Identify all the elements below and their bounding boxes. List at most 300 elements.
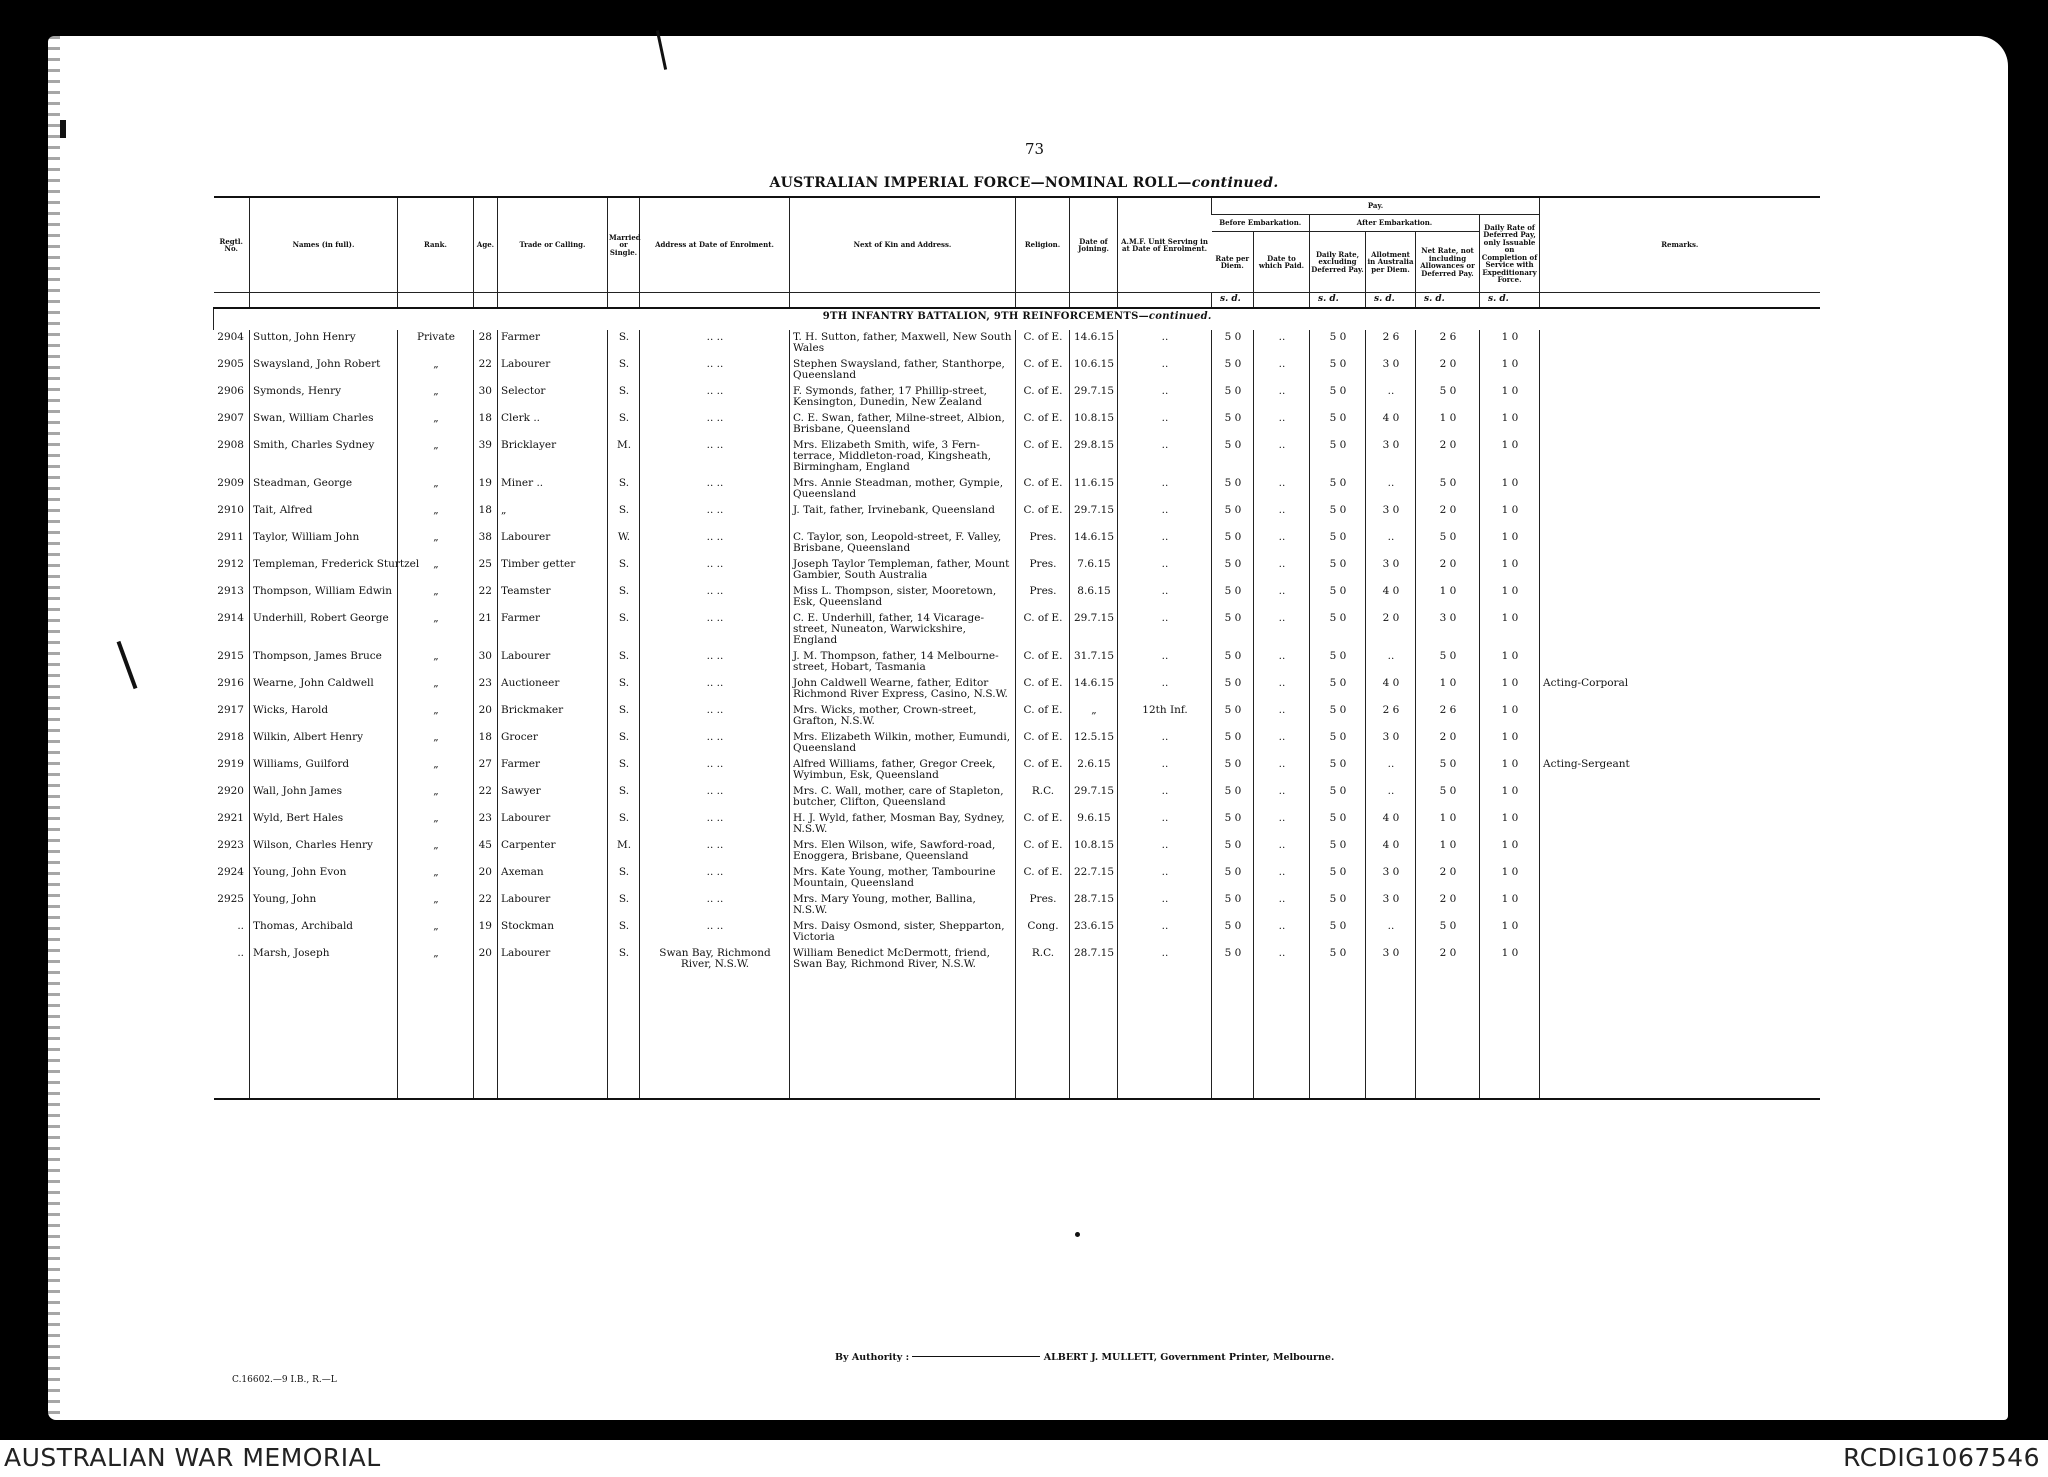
cell-trade: Clerk ..	[498, 411, 608, 438]
cell-net-rate: 5 0	[1416, 784, 1480, 811]
cell-rank: „	[398, 476, 474, 503]
cell-rate-per-diem: 5 0	[1212, 784, 1254, 811]
cell-deferred-pay: 1 0	[1480, 503, 1540, 530]
blank-cell	[1016, 973, 1070, 1099]
cell-address: .. ..	[640, 676, 790, 703]
cell-marital-status: M.	[608, 438, 640, 476]
cell-rank: „	[398, 357, 474, 384]
col-remarks: Remarks.	[1540, 197, 1820, 293]
cell-remarks	[1540, 865, 1820, 892]
cell-rate-per-diem: 5 0	[1212, 838, 1254, 865]
cell-net-rate: 2 0	[1416, 730, 1480, 757]
cell-deferred-pay: 1 0	[1480, 892, 1540, 919]
cell-deferred-pay: 1 0	[1480, 838, 1540, 865]
cell-regtl-no: 2923	[217, 839, 244, 851]
cell-age: 45	[474, 838, 498, 865]
cell-allotment: 4 0	[1366, 676, 1416, 703]
cell-name: Wyld, Bert Hales	[250, 811, 398, 838]
cell-rate-per-diem: 5 0	[1212, 919, 1254, 946]
cell-allotment: 2 6	[1366, 703, 1416, 730]
cell-remarks	[1540, 784, 1820, 811]
cell-next-of-kin: C. Taylor, son, Leopold-street, F. Valley, Brisbane, Queensland	[790, 530, 1016, 557]
cell-daily-rate: 5 0	[1310, 919, 1366, 946]
cell-address: .. ..	[640, 384, 790, 411]
cell-rate-per-diem: 5 0	[1212, 611, 1254, 649]
cell-allotment: 3 0	[1366, 892, 1416, 919]
table-row	[214, 784, 1820, 811]
cell-amf-unit: ..	[1118, 946, 1212, 973]
cell-date-paid: ..	[1254, 411, 1310, 438]
col-rate-per-diem: Rate per Diem.	[1215, 253, 1250, 270]
cell-next-of-kin: Mrs. Elizabeth Smith, wife, 3 Fern-terrace, Middleton-road, Kingsheath, Birmingham, England	[790, 438, 1016, 476]
cell-amf-unit: ..	[1118, 811, 1212, 838]
cell-amf-unit: ..	[1118, 611, 1212, 649]
cell-amf-unit: ..	[1118, 919, 1212, 946]
table-row	[214, 584, 1820, 611]
cell-rank: „	[398, 865, 474, 892]
table-row	[214, 649, 1820, 676]
cell-deferred-pay: 1 0	[1480, 476, 1540, 503]
cell-amf-unit: ..	[1118, 892, 1212, 919]
col-net-rate: Net Rate, not including Allowances or Deferred Pay.	[1416, 232, 1480, 293]
cell-date-joining: 14.6.15	[1070, 676, 1118, 703]
cell-remarks	[1540, 811, 1820, 838]
cell-trade: Labourer	[498, 946, 608, 973]
header-row	[214, 197, 1820, 215]
cell-net-rate: 2 0	[1416, 357, 1480, 384]
cell-allotment: 2 6	[1366, 330, 1416, 357]
cell-trade: Selector	[498, 384, 608, 411]
cell-rate-per-diem: 5 0	[1212, 730, 1254, 757]
cell-trade: Teamster	[498, 584, 608, 611]
cell-net-rate: 1 0	[1416, 811, 1480, 838]
table-row	[214, 703, 1820, 730]
cell-marital-status: S.	[608, 946, 640, 973]
table-row	[214, 730, 1820, 757]
cell-daily-rate: 5 0	[1310, 946, 1366, 973]
cell-age: 20	[474, 865, 498, 892]
cell-name: Swan, William Charles	[250, 411, 398, 438]
cell-marital-status: M.	[608, 838, 640, 865]
cell-allotment: 4 0	[1366, 411, 1416, 438]
cell-remarks	[1540, 584, 1820, 611]
cell-amf-unit: ..	[1118, 838, 1212, 865]
cell-rank: „	[398, 676, 474, 703]
table-row	[214, 919, 1820, 946]
cell-amf-unit: ..	[1118, 330, 1212, 357]
cell-deferred-pay: 1 0	[1480, 557, 1540, 584]
cell-regtl-no: 2914	[217, 612, 244, 624]
cell-age: 18	[474, 730, 498, 757]
cell-address: .. ..	[640, 919, 790, 946]
cell-religion: C. of E.	[1016, 757, 1070, 784]
cell-date-joining: „	[1070, 703, 1118, 730]
cell-date-joining: 10.6.15	[1070, 357, 1118, 384]
cell-deferred-pay: 1 0	[1480, 703, 1540, 730]
blank-cell	[498, 973, 608, 1099]
cell-address: .. ..	[640, 476, 790, 503]
cell-age: 25	[474, 557, 498, 584]
cell-rank: „	[398, 530, 474, 557]
unit-label: s. d.	[1480, 293, 1540, 309]
blank-cell	[640, 973, 790, 1099]
cell-address: .. ..	[640, 438, 790, 476]
cell-date-paid: ..	[1254, 476, 1310, 503]
col-before-embarkation: Before Embarkation.	[1212, 215, 1310, 232]
cell-daily-rate: 5 0	[1310, 730, 1366, 757]
cell-name: Templeman, Frederick Sturtzel	[250, 557, 398, 584]
cell-religion: Pres.	[1016, 584, 1070, 611]
cell-name: Young, John Evon	[250, 865, 398, 892]
cell-date-joining: 14.6.15	[1070, 530, 1118, 557]
cell-religion: C. of E.	[1016, 811, 1070, 838]
blank-cell	[1254, 973, 1310, 1099]
cell-date-paid: ..	[1254, 811, 1310, 838]
scan-mark	[1075, 1232, 1080, 1237]
cell-address: .. ..	[640, 411, 790, 438]
cell-trade: Labourer	[498, 892, 608, 919]
cell-religion: C. of E.	[1016, 730, 1070, 757]
cell-trade: Carpenter	[498, 838, 608, 865]
cell-rank: „	[398, 584, 474, 611]
table-row	[214, 357, 1820, 384]
cell-rate-per-diem: 5 0	[1212, 476, 1254, 503]
cell-address: .. ..	[640, 757, 790, 784]
cell-allotment: ..	[1366, 757, 1416, 784]
cell-date-paid: ..	[1254, 730, 1310, 757]
cell-marital-status: S.	[608, 384, 640, 411]
cell-date-paid: ..	[1254, 357, 1310, 384]
cell-rate-per-diem: 5 0	[1212, 811, 1254, 838]
cell-deferred-pay: 1 0	[1480, 811, 1540, 838]
cell-marital-status: S.	[608, 730, 640, 757]
cell-allotment: 3 0	[1366, 730, 1416, 757]
cell-address: .. ..	[640, 838, 790, 865]
cell-regtl-no: ..	[237, 947, 244, 959]
cell-trade: Farmer	[498, 757, 608, 784]
cell-date-joining: 29.8.15	[1070, 438, 1118, 476]
cell-name: Steadman, George	[250, 476, 398, 503]
cell-marital-status: S.	[608, 584, 640, 611]
cell-marital-status: S.	[608, 330, 640, 357]
cell-address: .. ..	[640, 611, 790, 649]
cell-amf-unit: ..	[1118, 865, 1212, 892]
cell-age: 22	[474, 892, 498, 919]
cell-date-paid: ..	[1254, 946, 1310, 973]
cell-amf-unit: ..	[1118, 730, 1212, 757]
cell-next-of-kin: Mrs. Kate Young, mother, Tambourine Mountain, Queensland	[790, 865, 1016, 892]
cell-remarks	[1540, 503, 1820, 530]
cell-date-joining: 29.7.15	[1070, 503, 1118, 530]
cell-trade: Miner ..	[498, 476, 608, 503]
cell-name: Wicks, Harold	[250, 703, 398, 730]
cell-daily-rate: 5 0	[1310, 811, 1366, 838]
cell-next-of-kin: Mrs. Elizabeth Wilkin, mother, Eumundi, Queensland	[790, 730, 1016, 757]
cell-daily-rate: 5 0	[1310, 838, 1366, 865]
cell-amf-unit: ..	[1118, 357, 1212, 384]
cell-net-rate: 2 0	[1416, 557, 1480, 584]
cell-net-rate: 2 6	[1416, 330, 1480, 357]
cell-age: 19	[474, 476, 498, 503]
blank-cell	[1070, 973, 1118, 1099]
cell-daily-rate: 5 0	[1310, 611, 1366, 649]
cell-allotment: 3 0	[1366, 865, 1416, 892]
cell-regtl-no: 2908	[217, 439, 244, 451]
cell-deferred-pay: 1 0	[1480, 865, 1540, 892]
cell-next-of-kin: T. H. Sutton, father, Maxwell, New South Wales	[790, 330, 1016, 357]
cell-religion: C. of E.	[1016, 438, 1070, 476]
cell-religion: C. of E.	[1016, 676, 1070, 703]
cell-regtl-no: 2904	[217, 331, 244, 343]
cell-address: .. ..	[640, 584, 790, 611]
col-trade: Trade or Calling.	[498, 197, 608, 293]
cell-allotment: ..	[1366, 476, 1416, 503]
cell-remarks	[1540, 476, 1820, 503]
cell-rank: „	[398, 703, 474, 730]
cell-address: .. ..	[640, 784, 790, 811]
cell-net-rate: 1 0	[1416, 584, 1480, 611]
cell-trade: Axeman	[498, 865, 608, 892]
cell-regtl-no: 2924	[217, 866, 244, 878]
col-next-of-kin: Next of Kin and Address.	[790, 197, 1016, 293]
cell-marital-status: S.	[608, 411, 640, 438]
cell-deferred-pay: 1 0	[1480, 676, 1540, 703]
cell-allotment: ..	[1366, 649, 1416, 676]
cell-rate-per-diem: 5 0	[1212, 357, 1254, 384]
cell-rate-per-diem: 5 0	[1212, 557, 1254, 584]
cell-date-paid: ..	[1254, 865, 1310, 892]
cell-remarks	[1540, 892, 1820, 919]
cell-remarks	[1540, 557, 1820, 584]
cell-marital-status: S.	[608, 703, 640, 730]
unit-label: s. d.	[1310, 293, 1366, 309]
cell-remarks	[1540, 330, 1820, 357]
cell-trade: Bricklayer	[498, 438, 608, 476]
cell-daily-rate: 5 0	[1310, 649, 1366, 676]
cell-rank: „	[398, 557, 474, 584]
cell-next-of-kin: Joseph Taylor Templeman, father, Mount Gambier, South Australia	[790, 557, 1016, 584]
archive-name: AUSTRALIAN WAR MEMORIAL	[4, 1443, 381, 1472]
cell-daily-rate: 5 0	[1310, 476, 1366, 503]
cell-next-of-kin: Mrs. Annie Steadman, mother, Gympie, Queensland	[790, 476, 1016, 503]
unit-label: s. d.	[1416, 293, 1480, 309]
cell-age: 18	[474, 503, 498, 530]
cell-net-rate: 5 0	[1416, 919, 1480, 946]
cell-address: .. ..	[640, 703, 790, 730]
blank-cell	[250, 973, 398, 1099]
cell-regtl-no: 2906	[217, 385, 244, 397]
cell-address: .. ..	[640, 530, 790, 557]
cell-age: 23	[474, 676, 498, 703]
cell-net-rate: 5 0	[1416, 384, 1480, 411]
col-religion: Religion.	[1016, 197, 1070, 293]
cell-name: Underhill, Robert George	[250, 611, 398, 649]
cell-date-joining: 9.6.15	[1070, 811, 1118, 838]
cell-next-of-kin: Stephen Swaysland, father, Stanthorpe, Queensland	[790, 357, 1016, 384]
cell-address: .. ..	[640, 357, 790, 384]
cell-next-of-kin: Miss L. Thompson, sister, Mooretown, Esk, Queensland	[790, 584, 1016, 611]
cell-address: .. ..	[640, 865, 790, 892]
cell-rate-per-diem: 5 0	[1212, 530, 1254, 557]
table-row	[214, 476, 1820, 503]
cell-rate-per-diem: 5 0	[1212, 676, 1254, 703]
cell-daily-rate: 5 0	[1310, 503, 1366, 530]
cell-next-of-kin: C. E. Swan, father, Milne-street, Albion, Brisbane, Queensland	[790, 411, 1016, 438]
cell-amf-unit: ..	[1118, 411, 1212, 438]
cell-regtl-no: 2912	[217, 558, 244, 570]
cell-trade: Labourer	[498, 811, 608, 838]
cell-deferred-pay: 1 0	[1480, 611, 1540, 649]
table-row	[214, 676, 1820, 703]
page-title: AUSTRALIAN IMPERIAL FORCE—NOMINAL ROLL—continued.	[769, 175, 1279, 191]
table-row	[214, 503, 1820, 530]
cell-religion: C. of E.	[1016, 384, 1070, 411]
table-row	[214, 411, 1820, 438]
cell-daily-rate: 5 0	[1310, 384, 1366, 411]
col-married: Married or Single.	[608, 197, 640, 293]
cell-date-joining: 31.7.15	[1070, 649, 1118, 676]
cell-trade: Stockman	[498, 919, 608, 946]
table-row	[214, 557, 1820, 584]
cell-religion: C. of E.	[1016, 357, 1070, 384]
cell-age: 21	[474, 611, 498, 649]
blank-cell	[1310, 973, 1366, 1099]
cell-deferred-pay: 1 0	[1480, 946, 1540, 973]
cell-deferred-pay: 1 0	[1480, 411, 1540, 438]
cell-religion: C. of E.	[1016, 865, 1070, 892]
col-date-joining: Date of Joining.	[1070, 197, 1118, 293]
cell-deferred-pay: 1 0	[1480, 784, 1540, 811]
cell-date-joining: 11.6.15	[1070, 476, 1118, 503]
cell-date-paid: ..	[1254, 530, 1310, 557]
cell-remarks	[1540, 411, 1820, 438]
cell-name: Thomas, Archibald	[250, 919, 398, 946]
cell-name: Thompson, William Edwin	[250, 584, 398, 611]
scan-mark	[60, 120, 66, 138]
units-row	[214, 293, 1820, 309]
cell-regtl-no: 2911	[217, 531, 244, 543]
cell-religion: C. of E.	[1016, 649, 1070, 676]
table-row	[214, 838, 1820, 865]
cell-religion: Pres.	[1016, 892, 1070, 919]
cell-date-paid: ..	[1254, 784, 1310, 811]
cell-rate-per-diem: 5 0	[1212, 757, 1254, 784]
cell-net-rate: 1 0	[1416, 411, 1480, 438]
cell-net-rate: 2 0	[1416, 946, 1480, 973]
cell-date-paid: ..	[1254, 330, 1310, 357]
cell-net-rate: 2 0	[1416, 892, 1480, 919]
cell-remarks	[1540, 649, 1820, 676]
table-row	[214, 892, 1820, 919]
col-amf-unit: A.M.F. Unit Serving in at Date of Enrolment.	[1118, 197, 1212, 293]
cell-name: Wilkin, Albert Henry	[250, 730, 398, 757]
cell-religion: R.C.	[1016, 784, 1070, 811]
cell-net-rate: 2 6	[1416, 703, 1480, 730]
col-allotment: Allotment in Australia per Diem.	[1366, 232, 1416, 293]
cell-remarks: Acting-Sergeant	[1540, 757, 1820, 784]
cell-age: 23	[474, 811, 498, 838]
cell-date-paid: ..	[1254, 703, 1310, 730]
cell-age: 20	[474, 703, 498, 730]
cell-religion: Pres.	[1016, 557, 1070, 584]
cell-name: Swaysland, John Robert	[250, 357, 398, 384]
cell-deferred-pay: 1 0	[1480, 330, 1540, 357]
cell-regtl-no: 2913	[217, 585, 244, 597]
cell-trade: Grocer	[498, 730, 608, 757]
cell-amf-unit: ..	[1118, 584, 1212, 611]
cell-age: 39	[474, 438, 498, 476]
cell-daily-rate: 5 0	[1310, 411, 1366, 438]
cell-next-of-kin: C. E. Underhill, father, 14 Vicarage-street, Nuneaton, Warwickshire, England	[790, 611, 1016, 649]
cell-name: Sutton, John Henry	[250, 330, 398, 357]
cell-date-paid: ..	[1254, 438, 1310, 476]
cell-age: 22	[474, 584, 498, 611]
cell-age: 28	[474, 330, 498, 357]
unit-label: s. d.	[1212, 293, 1254, 309]
section-heading: 9TH INFANTRY BATTALION, 9TH REINFORCEMENTS—continued.	[214, 308, 1820, 330]
cell-trade: Farmer	[498, 330, 608, 357]
cell-net-rate: 2 0	[1416, 865, 1480, 892]
cell-rank: „	[398, 757, 474, 784]
cell-marital-status: S.	[608, 757, 640, 784]
cell-net-rate: 3 0	[1416, 611, 1480, 649]
cell-amf-unit: ..	[1118, 757, 1212, 784]
cell-amf-unit: ..	[1118, 476, 1212, 503]
cell-religion: C. of E.	[1016, 476, 1070, 503]
cell-date-joining: 28.7.15	[1070, 892, 1118, 919]
cell-name: Wall, John James	[250, 784, 398, 811]
cell-regtl-no: ..	[237, 920, 244, 932]
cell-daily-rate: 5 0	[1310, 784, 1366, 811]
cell-marital-status: S.	[608, 649, 640, 676]
cell-amf-unit: 12th Inf.	[1118, 703, 1212, 730]
cell-address: .. ..	[640, 811, 790, 838]
cell-address: .. ..	[640, 503, 790, 530]
blank-cell	[1540, 973, 1820, 1099]
cell-daily-rate: 5 0	[1310, 530, 1366, 557]
col-deferred: Daily Rate of Deferred Pay, only Issuable on Completion of Service with Expeditionary Force.	[1480, 215, 1540, 293]
col-daily-rate: Daily Rate, excluding Deferred Pay.	[1310, 232, 1366, 293]
cell-allotment: 3 0	[1366, 946, 1416, 973]
cell-age: 18	[474, 411, 498, 438]
cell-trade: Auctioneer	[498, 676, 608, 703]
cell-rank: „	[398, 503, 474, 530]
cell-net-rate: 5 0	[1416, 757, 1480, 784]
cell-regtl-no: 2925	[217, 893, 244, 905]
cell-next-of-kin: Mrs. Elen Wilson, wife, Sawford-road, Enoggera, Brisbane, Queensland	[790, 838, 1016, 865]
cell-daily-rate: 5 0	[1310, 330, 1366, 357]
cell-age: 22	[474, 784, 498, 811]
cell-net-rate: 5 0	[1416, 649, 1480, 676]
cell-date-joining: 2.6.15	[1070, 757, 1118, 784]
cell-date-paid: ..	[1254, 611, 1310, 649]
cell-allotment: 3 0	[1366, 438, 1416, 476]
cell-rank: „	[398, 411, 474, 438]
cell-regtl-no: 2921	[217, 812, 244, 824]
authority-line: By Authority : ALBERT J. MULLETT, Government Printer, Melbourne.	[835, 1352, 1335, 1363]
cell-name: Smith, Charles Sydney	[250, 438, 398, 476]
table-row	[214, 811, 1820, 838]
blank-cell	[1480, 973, 1540, 1099]
blank-cell	[1212, 973, 1254, 1099]
cell-marital-status: S.	[608, 503, 640, 530]
cell-allotment: 3 0	[1366, 357, 1416, 384]
cell-next-of-kin: Mrs. Daisy Osmond, sister, Shepparton, Victoria	[790, 919, 1016, 946]
cell-date-joining: 10.8.15	[1070, 411, 1118, 438]
cell-rank: „	[398, 946, 474, 973]
cell-net-rate: 5 0	[1416, 530, 1480, 557]
cell-regtl-no: 2907	[217, 412, 244, 424]
